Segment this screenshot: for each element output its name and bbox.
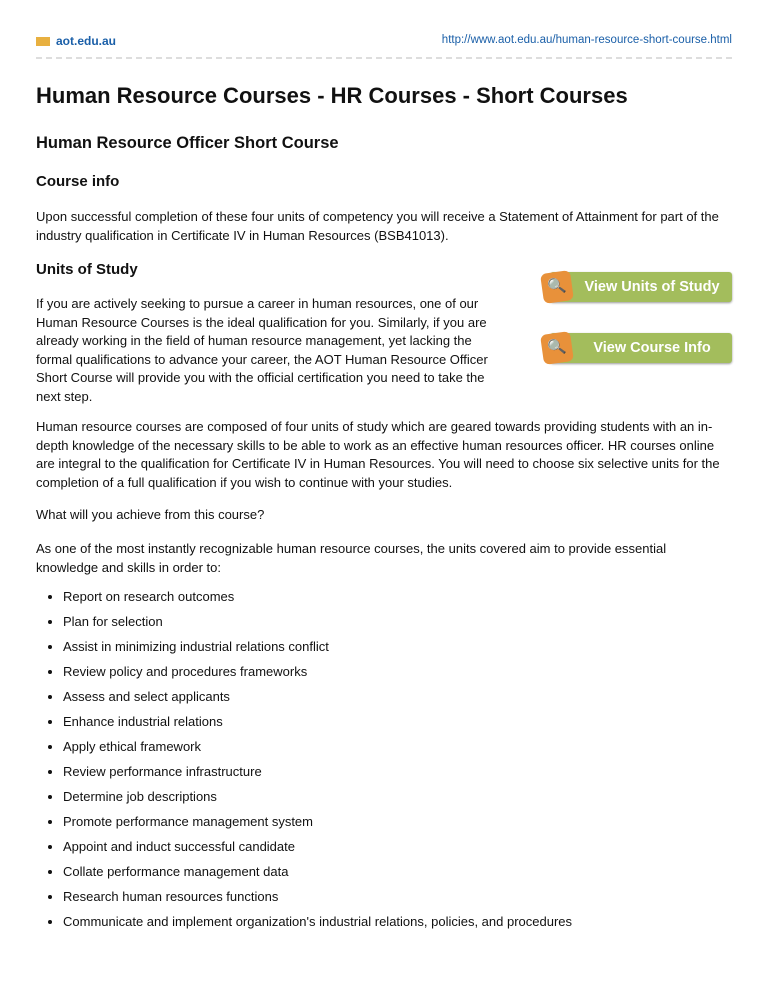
course-info-text: Upon successful completion of these four units of competency you will receive a Statement of Attainment for part of the industry qualification in Certificate IV in Human Resources (BSB41013). (36, 209, 719, 243)
units-heading: Units of Study (36, 261, 138, 278)
header-divider (36, 57, 732, 59)
list-item: • Apply ethical framework (63, 738, 572, 763)
view-course-info-button[interactable] (542, 333, 732, 363)
list-item: • Review performance infrastructure (63, 763, 572, 788)
list-item: • Enhance industrial relations (63, 713, 572, 738)
list-item: • Collate performance management data (63, 863, 572, 888)
page-url-link[interactable]: http://www.aot.edu.au/human-resource-short-course.html (441, 34, 732, 46)
list-item: • Determine job descriptions (63, 788, 572, 813)
list-item: • Communicate and implement organization's industrial relations, policies, and procedures (63, 913, 572, 938)
course-title: Human Resource Officer Short Course (36, 134, 339, 152)
list-item: • Report on research outcomes (63, 588, 572, 613)
list-item: • Appoint and induct successful candidate (63, 838, 572, 863)
course-info-heading: Course info (36, 173, 120, 190)
list-item: • Promote performance management system (63, 813, 572, 838)
site-name: aot.edu.au (56, 34, 117, 48)
site-link[interactable] (36, 34, 116, 48)
list-item: • Assess and select applicants (63, 688, 572, 713)
list-item: • Plan for selection (63, 613, 572, 638)
list-item: • Assist in minimizing industrial relations conflict (63, 638, 572, 663)
page-title: Human Resource Courses - HR Courses - Short Courses (36, 83, 628, 108)
list-item: • Review policy and procedures frameworks (63, 663, 572, 688)
list-item: • Research human resources functions (63, 888, 572, 913)
units-text: If you are actively seeking to pursue a career in human resources, one of our Human Resource Courses is the ideal qualification for you. Similarly, if you are already working in the field of human resource management, yet lacking the formal qualifications to advance your career, the AOT Human Resource Officer Short Course will provide you with the official certification you need to take the next step. (36, 296, 488, 404)
intro-text: As one of the most instantly recognizable human resource courses, the units covered aim to provide essential knowledge and skills in order to: (36, 541, 667, 575)
view-units-label: View Units of Study (584, 279, 720, 295)
site-logo-icon (36, 37, 50, 46)
description-text: Human resource courses are composed of four units of study which are geared towards providing students with an in-depth knowledge of the necessary skills to be able to work as an effective human resources officer. HR courses online are integral to the qualification for Certificate IV in Human Resources. You will need to choose six selective units for the completion of a full qualification if you wish to continue with your studies. (36, 419, 720, 490)
outcomes-list (36, 588, 572, 938)
question-text: What will you achieve from this course? (36, 507, 265, 522)
document-search-icon: 🔍 (540, 331, 574, 365)
view-units-button[interactable] (542, 272, 732, 302)
page-header (36, 34, 732, 50)
view-info-label: View Course Info (593, 340, 711, 356)
document-search-icon: 🔍 (540, 270, 574, 304)
